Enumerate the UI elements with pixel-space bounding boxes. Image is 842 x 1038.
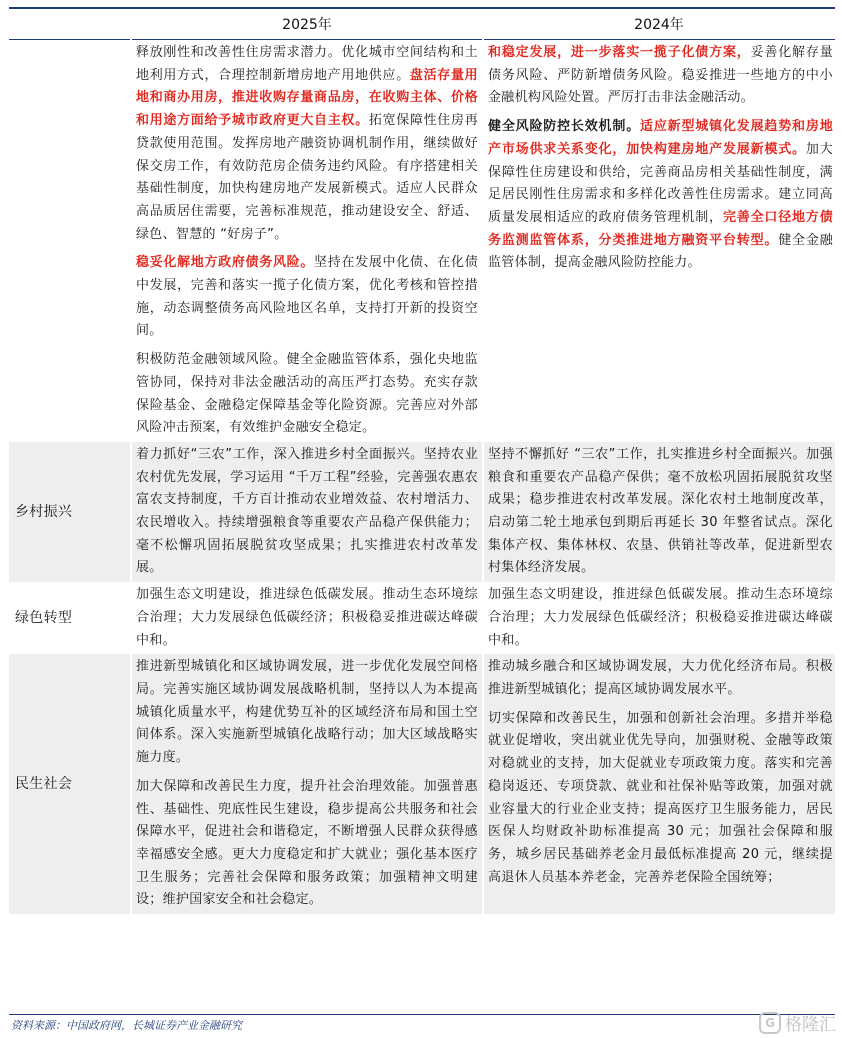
highlighted-text: 盘活存量用地和商办用房，推进收购存量商品房，在收购主体、价格和用途方面给予城市政府更大自主权。 — [136, 67, 478, 129]
footer-rule — [9, 1014, 835, 1015]
body-text: 坚持在发展中化债、在化债中发展，完善和落实一揽子化债方案，优化考核和管控措施，动态调整债务高风险地区名单，支持打开新的投资空间。 — [136, 255, 478, 339]
highlighted-text: 适应新型城镇化发展趋势和房地产市场供求关系变化，加快构建房地产发展新模式。 — [488, 119, 833, 157]
cell-2024 — [483, 442, 835, 582]
policy-paragraph — [488, 42, 833, 110]
body-text: 加强生态文明建设，推进绿色低碳发展。推动生态环境综合治理；大力发展绿色低碳经济；积极稳妥推进碳达峰碳中和。 — [488, 587, 833, 648]
source-note: 资料来源：中国政府网，长城证券产业金融研究 — [11, 1019, 242, 1032]
body-text: 释放刚性和改善性住房需求潜力。优化城市空间结构和土地利用方式，合理控制新增房地产用地供应。 — [136, 45, 478, 83]
cell-2024 — [483, 40, 835, 442]
policy-paragraph — [136, 42, 478, 246]
policy-comparison-page — [9, 7, 835, 914]
watermark — [759, 1010, 836, 1035]
watermark-text: 格隆汇 — [785, 1015, 836, 1035]
policy-paragraph — [136, 252, 478, 343]
body-text: 推动城乡融合和区域协调发展，大力优化经济布局。积极推进新型城镇化；提高区域协调发展水平。 — [488, 659, 833, 697]
body-text: 积极防范金融领域风险。健全金融监管体系，强化央地监管协同，保持对非法金融活动的高压严打态势。充实存款保险基金、金融稳定保障基金等化险资源。完善应对外部风险冲击预案，有效维护金融安全稳定。 — [136, 352, 478, 436]
highlighted-text: 和稳定发展，进一步落实一揽子化债方案， — [488, 45, 751, 60]
row-category-label — [9, 40, 131, 442]
header-2025: 2025年 — [131, 8, 483, 40]
policy-paragraph — [488, 708, 833, 890]
cell-2024 — [483, 582, 835, 654]
policy-paragraph — [488, 444, 833, 580]
body-text: 着力抓好“三农”工作，深入推进乡村全面振兴。坚持农业农村优先发展，学习运用 “千万工程”经验，完善强农惠农富农支持制度，千方百计推动农业增效益、农村增活力、农民增收入。持续增强粮食等重要农产品稳产保供能力；毫不松懈巩固拓展脱贫攻坚成果；扎实推进农村改革发展。 — [136, 446, 478, 576]
cell-2024 — [483, 654, 835, 914]
watermark-logo-icon: G — [759, 1012, 781, 1034]
policy-paragraph — [136, 776, 478, 912]
policy-comparison-table — [9, 7, 835, 914]
cell-2025 — [131, 40, 483, 442]
policy-paragraph — [136, 444, 478, 580]
policy-paragraph — [136, 349, 478, 440]
row-category-label: 民生社会 — [9, 654, 131, 914]
policy-paragraph — [488, 656, 833, 701]
table-row — [9, 582, 835, 654]
policy-paragraph — [136, 584, 478, 652]
body-text: 推进新型城镇化和区域协调发展，进一步优化发展空间格局。完善实施区域协调发展战略机制，坚持以人为本提高城镇化质量水平，构建优势互补的区域经济布局和国土空间体系。深入实施新型城镇化战略行动；加大区域战略实施力度。 — [136, 659, 478, 766]
policy-paragraph — [136, 656, 478, 770]
bold-text: 健全风险防控长效机制。 — [488, 119, 641, 135]
table-row — [9, 40, 835, 442]
highlighted-text: 稳妥化解地方政府债务风险。 — [136, 255, 315, 271]
row-category-label: 乡村振兴 — [9, 442, 131, 582]
policy-paragraph — [488, 584, 833, 652]
body-text: 加大保障和改善民生力度，提升社会治理效能。加强普惠性、基础性、兜底性民生建设，稳步提高公共服务和社会保障水平，促进社会和谐稳定，不断增强人民群众获得感幸福感安全感。更大力度稳定和扩大就业；强化基本医疗卫生服务；完善社会保障和服务政策；加强精神文明建设；维护国家安全和社会稳定。 — [136, 778, 478, 908]
body-text: 切实保障和改善民生，加强和创新社会治理。多措并举稳就业促增收，突出就业优先导向，加强财税、金融等政策对稳就业的支持，加大促就业专项政策力度。落实和完善稳岗返还、专项贷款、就业和社保补贴等政策，加强对就业容量大的行业企业支持；提高医疗卫生服务能力，居民医保人均财政补助标准提高 30 元；加强社会保障和服务，城乡居民基础养老金月最低标准提高 20 元，继续提高退休人员基本养老金，完善养老保险全国统筹； — [488, 710, 833, 885]
table-row — [9, 654, 835, 914]
body-text: 拓宽保障性住房再贷款使用范围。发挥房地产融资协调机制作用，继续做好保交房工作，有效防范房企债务违约风险。有序搭建相关基础性制度，加快构建房地产发展新模式。适应人民群众高品质居住需要，完善标准规范，推动建设安全、舒适、绿色、智慧的 “好房子”。 — [136, 113, 478, 242]
body-text: 加大保障性住房建设和供给，完善商品房相关基础性制度，满足居民刚性住房需求和多样化改善性住房需求。建立同高质量发展相适应的政府债务管理机制， — [488, 141, 833, 225]
body-text: 坚持不懈抓好 “三农”工作，扎实推进乡村全面振兴。加强粮食和重要农产品稳产保供；毫不放松巩固拓展脱贫攻坚成果；稳步推进农村改革发展。深化农村土地制度改革，启动第二轮土地承包到期后再延长 30 年整省试点。深化集体产权、集体林权、农垦、供销社等改革，促进新型农村集体经济发展。 — [488, 446, 833, 576]
header-2024: 2024年 — [483, 8, 835, 40]
header-category — [9, 8, 131, 40]
body-text: 妥善化解存量债务风险、严防新增债务风险。稳妥推进一些地方的中小金融机构风险处置。严厉打击非法金融活动。 — [488, 45, 833, 106]
table-row — [9, 442, 835, 582]
body-text: 健全金融监管体制，提高金融风险防控能力。 — [488, 232, 833, 271]
row-category-label: 绿色转型 — [15, 609, 73, 626]
policy-paragraph — [488, 116, 833, 275]
body-text: 加强生态文明建设，推进绿色低碳发展。推动生态环境综合治理；大力发展绿色低碳经济；积极稳妥推进碳达峰碳中和。 — [136, 587, 478, 648]
table-header-row — [9, 8, 835, 40]
cell-2025 — [131, 582, 483, 654]
highlighted-text: 完善全口径地方债务监测监管体系，分类推进地方融资平台转型。 — [488, 209, 833, 248]
cell-2025 — [131, 654, 483, 914]
cell-2025 — [131, 442, 483, 582]
